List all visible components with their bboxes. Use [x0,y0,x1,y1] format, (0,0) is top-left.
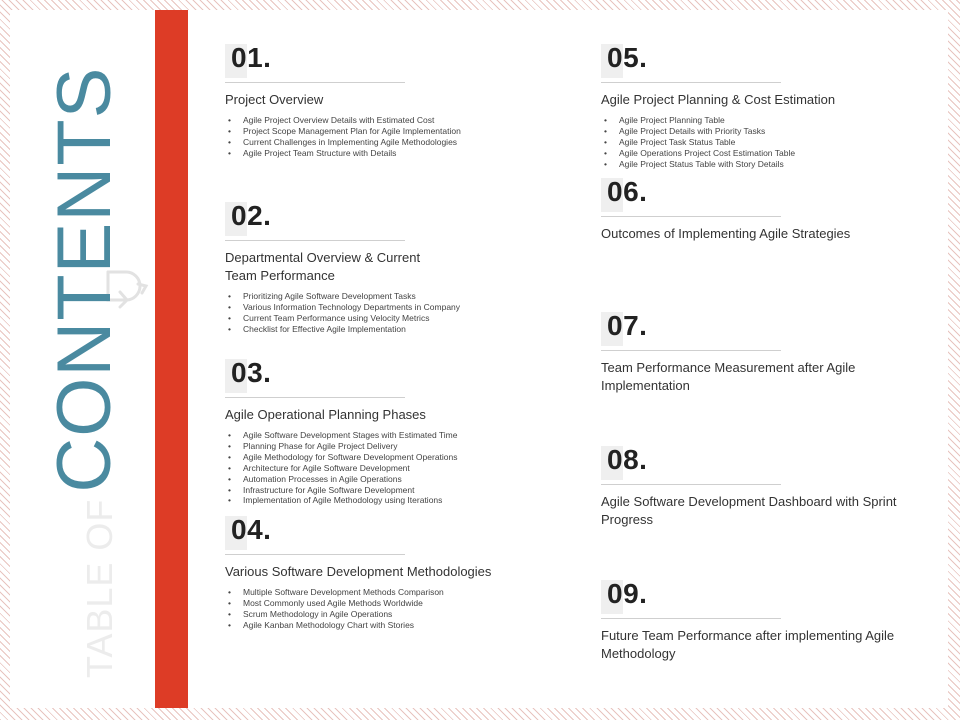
list-item: • Agile Methodology for Software Development Operations [225,452,458,463]
list-item: • Agile Software Development Stages with Estimated Time [225,430,458,441]
list-item: • Scrum Methodology in Agile Operations [225,609,491,620]
section-title: Agile Operational Planning Phases [225,407,426,422]
list-item: • Implementation of Agile Methodology using Iterations [225,495,458,506]
toc-section-09[interactable] [601,576,894,663]
section-number: 08. [607,444,648,475]
divider [601,618,781,619]
toc-section-06[interactable] [601,174,850,243]
list-item: • Most Commonly used Agile Methods Worldwide [225,598,491,609]
section-title [601,359,855,395]
slide [10,10,948,708]
toc-section-03[interactable] [225,355,458,506]
section-number: 04. [231,514,272,545]
toc-section-07[interactable] [601,308,855,395]
toc-section-01[interactable] [225,40,461,159]
section-title-line2: Team Performance [225,268,335,283]
section-title-line2: Progress [601,512,654,527]
section-number: 03. [231,357,272,388]
section-title: Agile Project Planning & Cost Estimation [601,92,836,107]
list-item: • Infrastructure for Agile Software Development [225,485,458,496]
section-title [601,627,894,663]
list-item: • Agile Project Team Structure with Details [225,148,461,159]
list-item: • Planning Phase for Agile Project Delivery [225,441,458,452]
list-item: • Project Scope Management Plan for Agile Implementation [225,126,461,137]
list-item: • Agile Project Details with Priority Tasks [601,126,835,137]
section-title-line1: Departmental Overview & Current [225,250,421,265]
title-big: CONTENTS [42,66,127,493]
divider [601,484,781,485]
section-title-line2: Implementation [601,378,690,393]
section-title [225,249,460,285]
section-number: 07. [607,310,648,341]
section-number: 06. [607,176,648,207]
accent-bar [155,10,188,708]
list-item: • Prioritizing Agile Software Development Tasks [225,291,460,302]
section-title [601,493,897,529]
list-item: • Agile Operations Project Cost Estimation Table [601,148,835,159]
divider [225,397,405,398]
divider [225,240,405,241]
list-item: • Automation Processes in Agile Operations [225,474,458,485]
list-item: • Current Team Performance using Velocity Metrics [225,313,460,324]
section-title: Various Software Development Methodologies [225,564,492,579]
list-item: • Checklist for Effective Agile Implementation [225,324,460,335]
title-light: TABLE OF [79,498,120,678]
section-number: 05. [607,42,648,73]
divider [225,82,405,83]
divider [225,554,405,555]
toc-section-02[interactable] [225,198,460,335]
list-item: • Agile Project Planning Table [601,115,835,126]
section-title: Outcomes of Implementing Agile Strategies [601,226,851,241]
list-item: • Current Challenges in Implementing Agile Methodologies [225,137,461,148]
toc-section-05[interactable] [601,40,835,170]
toc-section-04[interactable] [225,512,491,631]
section-number: 09. [607,578,648,609]
list-item: • Architecture for Agile Software Development [225,463,458,474]
list-item: • Agile Project Status Table with Story Details [601,159,835,170]
list-item: • Agile Kanban Methodology Chart with Stories [225,620,491,631]
list-item: • Multiple Software Development Methods Comparison [225,587,491,598]
section-title-line1: Team Performance Measurement after Agile [601,360,856,375]
toc-section-08[interactable] [601,442,897,529]
divider [601,82,781,83]
divider [601,350,781,351]
list-item: • Agile Project Overview Details with Estimated Cost [225,115,461,126]
divider [601,216,781,217]
list-item: • Agile Project Task Status Table [601,137,835,148]
section-number: 01. [231,42,272,73]
list-item: • Various Information Technology Departments in Company [225,302,460,313]
section-title-line1: Future Team Performance after implementing Agile [601,628,895,643]
section-title: Project Overview [225,92,324,107]
section-title-line2: Methodology [601,646,676,661]
page-title [42,66,127,678]
section-title-line1: Agile Software Development Dashboard with Sprint [601,494,897,509]
section-number: 02. [231,200,272,231]
